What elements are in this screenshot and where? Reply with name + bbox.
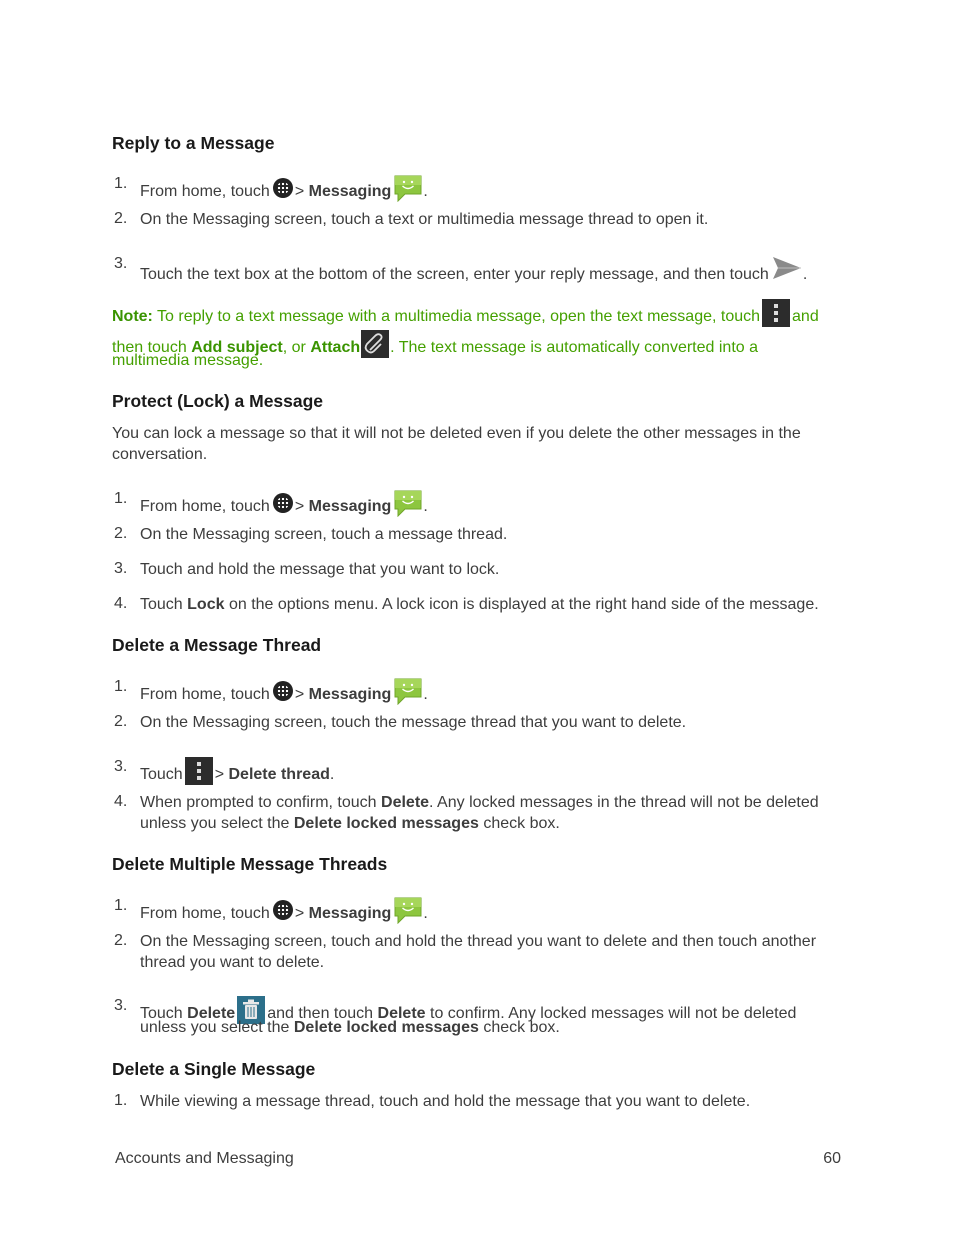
step-number: 3. <box>114 560 128 577</box>
section-heading-delete-thread: Delete a Message Thread <box>112 635 322 655</box>
step-number: 4. <box>114 595 128 612</box>
delete-single-step-1: While viewing a message thread, touch and hold the message that you want to delete. <box>140 1093 751 1110</box>
note-line-3: multimedia message. <box>112 352 264 369</box>
step-number: 2. <box>114 932 128 949</box>
delete-thread-step-4-line-2: unless you select the Delete locked messages check box. <box>140 815 560 832</box>
step-number: 2. <box>114 210 128 227</box>
step-number: 1. <box>114 490 128 507</box>
menu-icon <box>185 757 213 785</box>
step-number: 2. <box>114 525 128 542</box>
protect-step-1: From home, touch > Messaging . <box>140 489 428 517</box>
protect-intro-line-1: You can lock a message so that it will not be deleted even if you delete the other messages in the <box>112 425 801 442</box>
reply-step-1: From home, touch > Messaging . <box>140 174 428 202</box>
protect-step-3: Touch and hold the message that you want to lock. <box>140 561 500 578</box>
menu-icon <box>762 299 790 327</box>
note-line-1: Note: To reply to a text message with a multimedia message, open the text message, touch and <box>112 299 819 327</box>
send-icon <box>771 255 803 281</box>
apps-icon <box>273 900 293 920</box>
step-number: 3. <box>114 997 128 1014</box>
footer-chapter: Accounts and Messaging <box>115 1150 294 1167</box>
section-heading-delete-single: Delete a Single Message <box>112 1059 316 1079</box>
delete-multiple-step-3-line-2: unless you select the Delete locked messages check box. <box>140 1019 560 1036</box>
delete-multiple-step-2-line-2: thread you want to delete. <box>140 954 325 971</box>
protect-intro-line-2: conversation. <box>112 446 208 463</box>
messaging-icon <box>393 489 423 517</box>
reply-step-2: On the Messaging screen, touch a text or multimedia message thread to open it. <box>140 211 709 228</box>
delete-multiple-step-3-line-1: Touch Delete and then touch Delete to confirm. Any locked messages will not be deleted <box>140 996 796 1024</box>
messaging-icon <box>393 677 423 705</box>
step-number: 4. <box>114 793 128 810</box>
section-heading-reply: Reply to a Message <box>112 133 275 153</box>
step-number: 3. <box>114 758 128 775</box>
apps-icon <box>273 178 293 198</box>
delete-thread-step-1: From home, touch > Messaging . <box>140 677 428 705</box>
step-number: 1. <box>114 897 128 914</box>
reply-step-3: Touch the text box at the bottom of the screen, enter your reply message, and then touch . <box>140 255 807 285</box>
page-number: 60 <box>823 1150 841 1167</box>
protect-step-2: On the Messaging screen, touch a message thread. <box>140 526 508 543</box>
attach-icon <box>361 330 389 358</box>
step-number: 1. <box>114 175 128 192</box>
section-heading-protect: Protect (Lock) a Message <box>112 391 324 411</box>
delete-thread-step-4-line-1: When prompted to confirm, touch Delete. Any locked messages in the thread will not be deleted <box>140 794 819 811</box>
delete-multiple-step-2-line-1: On the Messaging screen, touch and hold the thread you want to delete and then touch another <box>140 933 817 950</box>
messaging-icon <box>393 174 423 202</box>
protect-step-4: Touch Lock on the options menu. A lock icon is displayed at the right hand side of the message. <box>140 596 819 613</box>
step-number: 2. <box>114 713 128 730</box>
apps-icon <box>273 493 293 513</box>
step-number: 3. <box>114 255 128 272</box>
delete-thread-step-2: On the Messaging screen, touch the message thread that you want to delete. <box>140 714 687 731</box>
step-number: 1. <box>114 1092 128 1109</box>
apps-icon <box>273 681 293 701</box>
section-heading-delete-multiple: Delete Multiple Message Threads <box>112 854 388 874</box>
step-number: 1. <box>114 678 128 695</box>
delete-multiple-step-1: From home, touch > Messaging . <box>140 896 428 924</box>
note-line-2: then touch Add subject, or Attach . The text message is automatically converted into a <box>112 330 758 358</box>
delete-thread-step-3: Touch > Delete thread. <box>140 757 334 785</box>
messaging-icon <box>393 896 423 924</box>
